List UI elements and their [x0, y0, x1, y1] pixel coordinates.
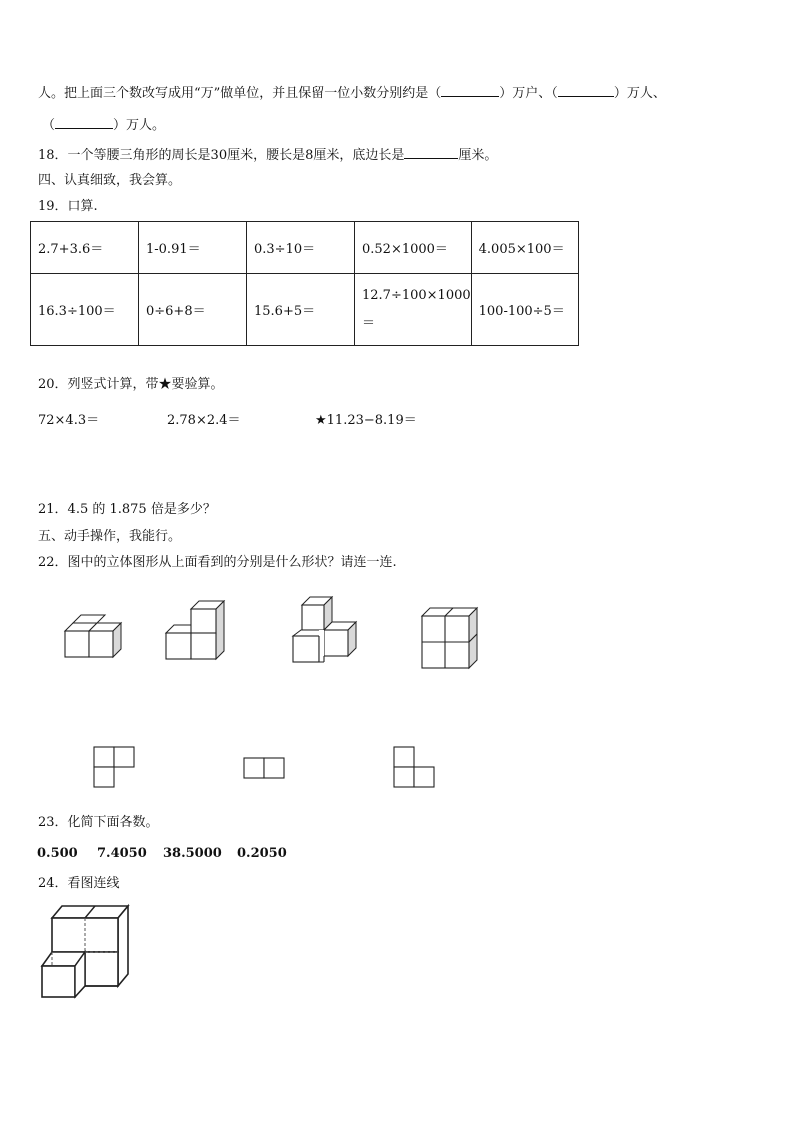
question-18: 18．一个等腰三角形的周长是30厘米，腰长是8厘米，底边长是 厘米。	[38, 148, 498, 163]
top-view-shape-2[interactable]	[243, 757, 287, 779]
decimal-number[interactable]: 0.2050	[237, 846, 287, 861]
table-cell[interactable]: 0÷6+8＝	[139, 274, 247, 346]
cell-equals: ＝	[362, 315, 376, 331]
answer-blank-1[interactable]	[441, 84, 499, 97]
solid-figure-3[interactable]	[290, 596, 362, 666]
vertical-calc-item[interactable]: 2.78×2.4＝	[167, 413, 241, 428]
table-cell-split[interactable]	[355, 274, 472, 346]
question-21: 21．4.5 的 1.875 倍是多少？	[38, 502, 216, 517]
table-row	[31, 274, 579, 346]
decimal-number[interactable]: 7.4050	[97, 846, 147, 861]
table-cell[interactable]: 4.005×100＝	[471, 222, 578, 274]
answer-blank-3[interactable]	[55, 116, 113, 129]
section-4-heading: 四、认真细致，我会算。	[38, 173, 182, 188]
question-23: 23．化简下面各数。	[38, 815, 159, 830]
decimal-number[interactable]: 38.5000	[163, 846, 222, 861]
oral-calc-table	[30, 221, 579, 346]
table-row	[31, 222, 579, 274]
solid-figure-2[interactable]	[163, 600, 229, 664]
q17-second-line: （ ）万人。	[42, 118, 166, 133]
vertical-calc-item-check[interactable]: ★11.23−8.19＝	[315, 413, 417, 428]
section-5-heading: 五、动手操作，我能行。	[38, 529, 182, 544]
question-20: 20．列竖式计算，带★要验算。	[38, 377, 224, 392]
top-view-shape-3[interactable]	[393, 746, 437, 790]
vertical-calc-item[interactable]: 72×4.3＝	[38, 413, 100, 428]
table-cell[interactable]: 0.3÷10＝	[247, 222, 355, 274]
question-19: 19．口算.	[38, 199, 98, 214]
table-cell[interactable]: 16.3÷100＝	[31, 274, 139, 346]
question-24: 24．看图连线	[38, 876, 120, 891]
answer-blank-base-length[interactable]	[404, 146, 458, 159]
table-cell[interactable]: 2.7+3.6＝	[31, 222, 139, 274]
table-cell[interactable]: 1-0.91＝	[139, 222, 247, 274]
answer-blank-2[interactable]	[558, 84, 614, 97]
top-view-shape-1[interactable]	[93, 746, 137, 790]
decimal-number[interactable]: 0.500	[37, 846, 78, 861]
q17-continuation-line: 人。把上面三个数改写成用“万”做单位，并且保留一位小数分别约是（ ）万户、（ ）万人、	[38, 86, 666, 101]
cell-expression: 12.7÷100×1000	[362, 287, 471, 303]
question-22: 22．图中的立体图形从上面看到的分别是什么形状？请连一连.	[38, 555, 397, 570]
solid-figure-4[interactable]	[419, 605, 483, 671]
solid-figure-1[interactable]	[62, 614, 128, 662]
composite-solid-figure[interactable]	[38, 902, 132, 1002]
table-cell[interactable]: 0.52×1000＝	[355, 222, 472, 274]
table-cell[interactable]: 15.6+5＝	[247, 274, 355, 346]
table-cell[interactable]: 100-100÷5＝	[471, 274, 578, 346]
